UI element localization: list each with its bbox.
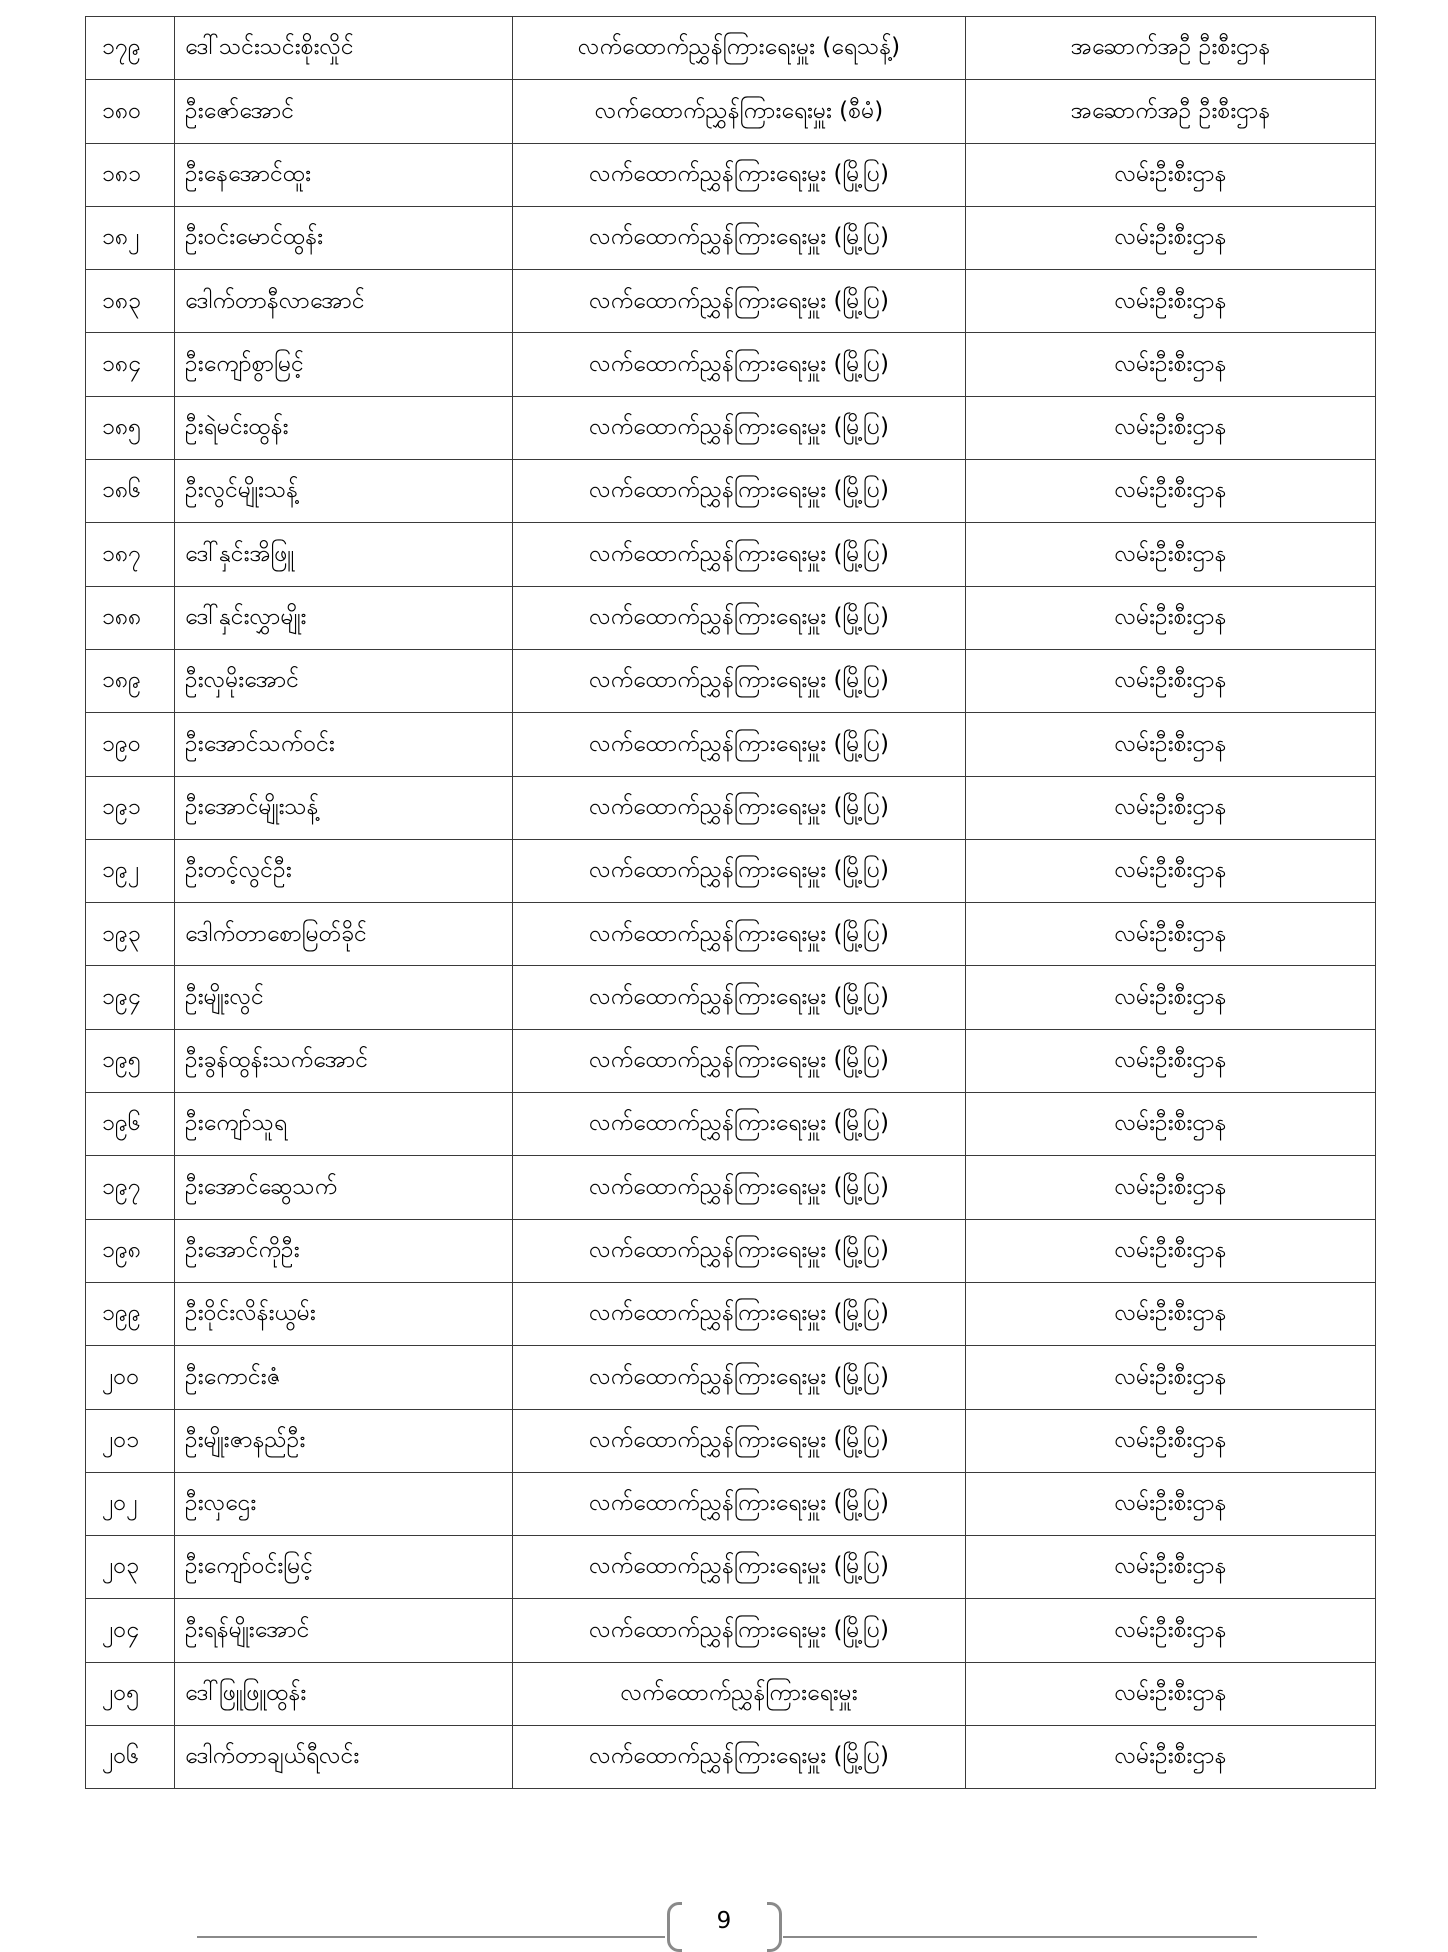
row-number: ၁၉၈ <box>86 1219 175 1282</box>
row-number: ၂၀၅ <box>86 1662 175 1725</box>
department-name: လမ်းဦးစီးဌာန <box>966 206 1376 269</box>
department-name: လမ်းဦးစီးဌာန <box>966 1093 1376 1156</box>
row-number: ၁၉၇ <box>86 1156 175 1219</box>
person-name: ဦးခွန်ထွန်းသက်အောင် <box>175 1029 513 1092</box>
footer-bracket-left <box>667 1902 682 1952</box>
row-number: ၁၈၅ <box>86 396 175 459</box>
table-row <box>86 903 1376 966</box>
job-title: လက်ထောက်ညွှန်ကြားရေးမှူး (မြို့ပြ) <box>513 1219 966 1282</box>
job-title: လက်ထောက်ညွှန်ကြားရေးမှူး (မြို့ပြ) <box>513 1282 966 1345</box>
job-title: လက်ထောက်ညွှန်ကြားရေးမှူး (မြို့ပြ) <box>513 1346 966 1409</box>
job-title: လက်ထောက်ညွှန်ကြားရေးမှူး (မြို့ပြ) <box>513 1409 966 1472</box>
department-name: လမ်းဦးစီးဌာန <box>966 586 1376 649</box>
row-number: ၁၈၆ <box>86 460 175 523</box>
table-row <box>86 1409 1376 1472</box>
department-name: လမ်းဦးစီးဌာန <box>966 1472 1376 1535</box>
person-name: ဒေါက်တာစောမြတ်ခိုင် <box>175 903 513 966</box>
job-title: လက်ထောက်ညွှန်ကြားရေးမှူး (စီမံ) <box>513 80 966 143</box>
department-name: လမ်းဦးစီးဌာန <box>966 1219 1376 1282</box>
department-name: အဆောက်အဦ ဦးစီးဌာန <box>966 17 1376 80</box>
table-row <box>86 523 1376 586</box>
table-row <box>86 460 1376 523</box>
row-number: ၂၀၁ <box>86 1409 175 1472</box>
row-number: ၁၇၉ <box>86 17 175 80</box>
job-title: လက်ထောက်ညွှန်ကြားရေးမှူး (မြို့ပြ) <box>513 903 966 966</box>
person-name: ဒေါ်နှင်းလွှာမျိုး <box>175 586 513 649</box>
job-title: လက်ထောက်ညွှန်ကြားရေးမှူး <box>513 1662 966 1725</box>
table-row <box>86 143 1376 206</box>
table-row <box>86 839 1376 902</box>
person-name: ဦးကောင်းဇံ <box>175 1346 513 1409</box>
footer-bracket-right <box>767 1902 782 1952</box>
table-row <box>86 1093 1376 1156</box>
department-name: လမ်းဦးစီးဌာန <box>966 1346 1376 1409</box>
row-number: ၁၈၃ <box>86 270 175 333</box>
person-name: ဦးလွင်မျိုးသန့် <box>175 460 513 523</box>
table-row <box>86 333 1376 396</box>
department-name: လမ်းဦးစီးဌာန <box>966 270 1376 333</box>
job-title: လက်ထောက်ညွှန်ကြားရေးမှူး (မြို့ပြ) <box>513 1536 966 1599</box>
department-name: လမ်းဦးစီးဌာန <box>966 1662 1376 1725</box>
row-number: ၁၈၁ <box>86 143 175 206</box>
person-name: ဦးဇော်အောင် <box>175 80 513 143</box>
department-name: လမ်းဦးစီးဌာန <box>966 143 1376 206</box>
row-number: ၂၀၄ <box>86 1599 175 1662</box>
job-title: လက်ထောက်ညွှန်ကြားရေးမှူး (မြို့ပြ) <box>513 586 966 649</box>
table-row <box>86 1662 1376 1725</box>
person-name: ဦးနေအောင်ထူး <box>175 143 513 206</box>
department-name: လမ်းဦးစီးဌာန <box>966 1409 1376 1472</box>
department-name: လမ်းဦးစီးဌာန <box>966 966 1376 1029</box>
department-name: လမ်းဦးစီးဌာန <box>966 903 1376 966</box>
job-title: လက်ထောက်ညွှန်ကြားရေးမှူး (မြို့ပြ) <box>513 143 966 206</box>
department-name: လမ်းဦးစီးဌာန <box>966 460 1376 523</box>
person-name: ဦးလှဌေး <box>175 1472 513 1535</box>
person-name: ဦးမျိုးလွင် <box>175 966 513 1029</box>
department-name: လမ်းဦးစီးဌာန <box>966 839 1376 902</box>
table-row <box>86 713 1376 776</box>
department-name: လမ်းဦးစီးဌာန <box>966 523 1376 586</box>
person-name: ဦးအောင်ဆွေသက် <box>175 1156 513 1219</box>
person-name: ဦးအောင်ကိုဦး <box>175 1219 513 1282</box>
person-name: ဦးဝင်းမောင်ထွန်း <box>175 206 513 269</box>
job-title: လက်ထောက်ညွှန်ကြားရေးမှူး (ရေသန့်) <box>513 17 966 80</box>
job-title: လက်ထောက်ညွှန်ကြားရေးမှူး (မြို့ပြ) <box>513 333 966 396</box>
table-row <box>86 966 1376 1029</box>
footer-rule-left <box>197 1936 665 1938</box>
table-row <box>86 1156 1376 1219</box>
person-name: ဦးရန်မျိုးအောင် <box>175 1599 513 1662</box>
person-name: ဦးလှမိုးအောင် <box>175 649 513 712</box>
row-number: ၁၈၂ <box>86 206 175 269</box>
row-number: ၂၀၃ <box>86 1536 175 1599</box>
department-name: လမ်းဦးစီးဌာန <box>966 1599 1376 1662</box>
table-row <box>86 1472 1376 1535</box>
department-name: လမ်းဦးစီးဌာန <box>966 1536 1376 1599</box>
person-name: ဒေါ်ဖြူဖြူထွန်း <box>175 1662 513 1725</box>
department-name: လမ်းဦးစီးဌာန <box>966 333 1376 396</box>
table-row <box>86 1282 1376 1345</box>
department-name: လမ်းဦးစီးဌာန <box>966 1029 1376 1092</box>
job-title: လက်ထောက်ညွှန်ကြားရေးမှူး (မြို့ပြ) <box>513 649 966 712</box>
person-name: ဒေါက်တာချယ်ရီလင်း <box>175 1726 513 1789</box>
row-number: ၁၉၂ <box>86 839 175 902</box>
table-row <box>86 1599 1376 1662</box>
table-row <box>86 1346 1376 1409</box>
person-name: ဦးကျော်ဝင်းမြင့် <box>175 1536 513 1599</box>
row-number: ၁၈၇ <box>86 523 175 586</box>
job-title: လက်ထောက်ညွှန်ကြားရေးမှူး (မြို့ပြ) <box>513 839 966 902</box>
person-name: ဦးတင့်လွင်ဦး <box>175 839 513 902</box>
job-title: လက်ထောက်ညွှန်ကြားရေးမှူး (မြို့ပြ) <box>513 966 966 1029</box>
row-number: ၁၈၉ <box>86 649 175 712</box>
person-name: ဦးရဲမင်းထွန်း <box>175 396 513 459</box>
job-title: လက်ထောက်ညွှန်ကြားရေးမှူး (မြို့ပြ) <box>513 1029 966 1092</box>
department-name: အဆောက်အဦ ဦးစီးဌာန <box>966 80 1376 143</box>
job-title: လက်ထောက်ညွှန်ကြားရေးမှူး (မြို့ပြ) <box>513 713 966 776</box>
department-name: လမ်းဦးစီးဌာန <box>966 396 1376 459</box>
person-name: ဦးမျိုးဇာနည်ဦး <box>175 1409 513 1472</box>
person-name: ဦးဝိုင်းလိန်းယွမ်း <box>175 1282 513 1345</box>
job-title: လက်ထောက်ညွှန်ကြားရေးမှူး (မြို့ပြ) <box>513 1599 966 1662</box>
person-name: ဦးကျော်သူရ <box>175 1093 513 1156</box>
row-number: ၁၈၈ <box>86 586 175 649</box>
table-row <box>86 80 1376 143</box>
person-name: ဒေါ်နှင်းအိဖြူ <box>175 523 513 586</box>
person-name: ဦးအောင်မျိုးသန့် <box>175 776 513 839</box>
job-title: လက်ထောက်ညွှန်ကြားရေးမှူး (မြို့ပြ) <box>513 1472 966 1535</box>
footer-rule-right <box>783 1936 1257 1938</box>
row-number: ၁၉၄ <box>86 966 175 1029</box>
table-row <box>86 17 1376 80</box>
staff-table <box>85 16 1376 1789</box>
person-name: ဒေါက်တာနီလာအောင် <box>175 270 513 333</box>
row-number: ၁၈၄ <box>86 333 175 396</box>
table-row <box>86 1536 1376 1599</box>
department-name: လမ်းဦးစီးဌာန <box>966 713 1376 776</box>
row-number: ၁၉၉ <box>86 1282 175 1345</box>
table-row <box>86 649 1376 712</box>
job-title: လက်ထောက်ညွှန်ကြားရေးမှူး (မြို့ပြ) <box>513 1156 966 1219</box>
row-number: ၁၉၁ <box>86 776 175 839</box>
row-number: ၁၉၀ <box>86 713 175 776</box>
table-row <box>86 206 1376 269</box>
job-title: လက်ထောက်ညွှန်ကြားရေးမှူး (မြို့ပြ) <box>513 396 966 459</box>
row-number: ၂၀၂ <box>86 1472 175 1535</box>
row-number: ၁၉၃ <box>86 903 175 966</box>
table-row <box>86 270 1376 333</box>
person-name: ဦးအောင်သက်ဝင်း <box>175 713 513 776</box>
table-row <box>86 1029 1376 1092</box>
job-title: လက်ထောက်ညွှန်ကြားရေးမှူး (မြို့ပြ) <box>513 460 966 523</box>
job-title: လက်ထောက်ညွှန်ကြားရေးမှူး (မြို့ပြ) <box>513 1726 966 1789</box>
page-number: 9 <box>716 1908 732 1934</box>
row-number: ၂၀၀ <box>86 1346 175 1409</box>
person-name: ဒေါ်သင်းသင်းစိုးလှိုင် <box>175 17 513 80</box>
department-name: လမ်းဦးစီးဌာန <box>966 1282 1376 1345</box>
job-title: လက်ထောက်ညွှန်ကြားရေးမှူး (မြို့ပြ) <box>513 523 966 586</box>
row-number: ၂၀၆ <box>86 1726 175 1789</box>
person-name: ဦးကျော်စွာမြင့် <box>175 333 513 396</box>
table-row <box>86 776 1376 839</box>
table-row <box>86 396 1376 459</box>
table-row <box>86 586 1376 649</box>
department-name: လမ်းဦးစီးဌာန <box>966 1726 1376 1789</box>
department-name: လမ်းဦးစီးဌာန <box>966 1156 1376 1219</box>
row-number: ၁၉၅ <box>86 1029 175 1092</box>
job-title: လက်ထောက်ညွှန်ကြားရေးမှူး (မြို့ပြ) <box>513 1093 966 1156</box>
job-title: လက်ထောက်ညွှန်ကြားရေးမှူး (မြို့ပြ) <box>513 776 966 839</box>
job-title: လက်ထောက်ညွှန်ကြားရေးမှူး (မြို့ပြ) <box>513 270 966 333</box>
row-number: ၁၉၆ <box>86 1093 175 1156</box>
table-body <box>86 17 1376 1789</box>
table-row <box>86 1726 1376 1789</box>
department-name: လမ်းဦးစီးဌာန <box>966 776 1376 839</box>
row-number: ၁၈၀ <box>86 80 175 143</box>
department-name: လမ်းဦးစီးဌာန <box>966 649 1376 712</box>
table-row <box>86 1219 1376 1282</box>
job-title: လက်ထောက်ညွှန်ကြားရေးမှူး (မြို့ပြ) <box>513 206 966 269</box>
